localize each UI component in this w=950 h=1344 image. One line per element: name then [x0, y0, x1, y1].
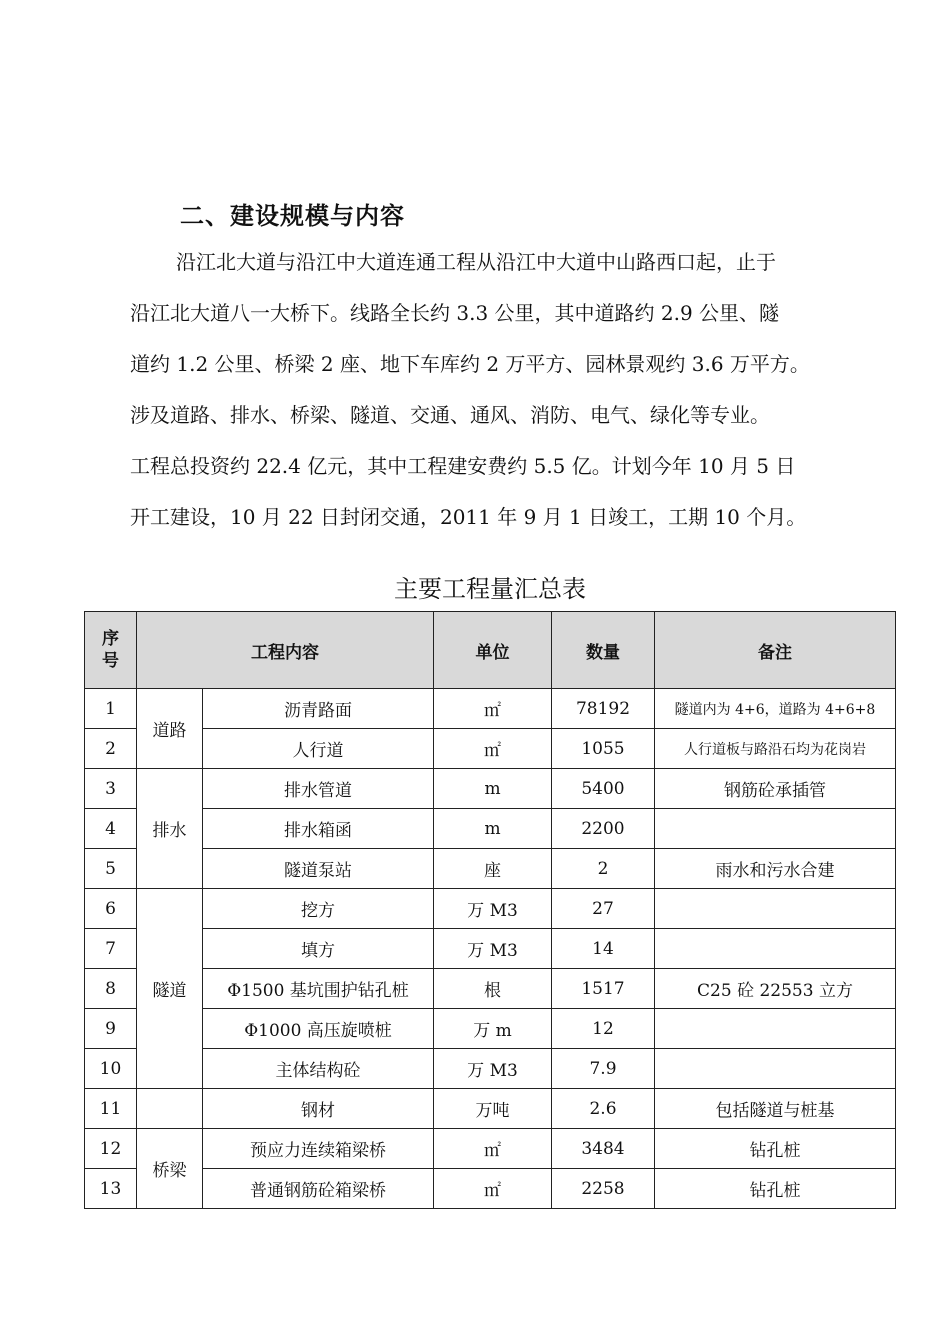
row-unit: 座: [434, 849, 552, 889]
table-row: [85, 769, 896, 809]
row-unit: 万 M3: [434, 1049, 552, 1089]
row-remark: 钻孔桩: [655, 1169, 896, 1209]
header-remark: 备注: [655, 612, 896, 689]
row-unit: m: [434, 769, 552, 809]
row-qty: 27: [552, 889, 655, 929]
row-qty: 3484: [552, 1129, 655, 1169]
row-no: 12: [85, 1129, 137, 1169]
header-content: 工程内容: [137, 612, 434, 689]
row-unit: 万 m: [434, 1009, 552, 1049]
header-seq-line2: 号: [102, 651, 119, 671]
row-no: 5: [85, 849, 137, 889]
table-row: [85, 1129, 896, 1169]
row-qty: 5400: [552, 769, 655, 809]
row-item: 沥青路面: [203, 689, 434, 729]
row-qty: 2.6: [552, 1089, 655, 1129]
row-remark: C25 砼 22553 立方: [655, 969, 896, 1009]
row-unit: 万吨: [434, 1089, 552, 1129]
row-item: Φ1500 基坑围护钻孔桩: [203, 969, 434, 1009]
row-unit: ㎡: [434, 1169, 552, 1209]
row-remark: [655, 1049, 896, 1089]
row-remark: 包括隧道与桩基: [655, 1089, 896, 1129]
row-item: 钢材: [203, 1089, 434, 1129]
row-item: Φ1000 高压旋喷桩: [203, 1009, 434, 1049]
row-item: 排水箱函: [203, 809, 434, 849]
group-road: 道路: [137, 689, 203, 769]
row-remark: 雨水和污水合建: [655, 849, 896, 889]
row-item: 隧道泵站: [203, 849, 434, 889]
table-row: [85, 809, 896, 849]
row-qty: 7.9: [552, 1049, 655, 1089]
row-qty: 1055: [552, 729, 655, 769]
row-no: 6: [85, 889, 137, 929]
row-qty: 78192: [552, 689, 655, 729]
row-remark: [655, 809, 896, 849]
table-row: [85, 1009, 896, 1049]
header-unit: 单位: [434, 612, 552, 689]
paragraph-line: 道约 1.2 公里、桥梁 2 座、地下车库约 2 万平方、园林景观约 3.6 万平方。: [130, 352, 810, 376]
row-remark: [655, 1009, 896, 1049]
row-no: 2: [85, 729, 137, 769]
row-no: 1: [85, 689, 137, 729]
row-no: 8: [85, 969, 137, 1009]
row-item: 填方: [203, 929, 434, 969]
paragraph-line: 涉及道路、排水、桥梁、隧道、交通、通风、消防、电气、绿化等专业。: [130, 403, 770, 427]
row-unit: 万 M3: [434, 929, 552, 969]
row-no: 10: [85, 1049, 137, 1089]
row-remark: 隧道内为 4+6，道路为 4+6+8: [655, 689, 896, 729]
row-item: 人行道: [203, 729, 434, 769]
table-title: 主要工程量汇总表: [394, 575, 586, 603]
row-unit: ㎡: [434, 729, 552, 769]
table-row: [85, 689, 896, 729]
header-seq: [85, 612, 137, 689]
table-row: [85, 929, 896, 969]
row-remark: [655, 929, 896, 969]
header-quantity: 数量: [552, 612, 655, 689]
table-row: [85, 729, 896, 769]
group-drainage: 排水: [137, 769, 203, 889]
table-row: [85, 1049, 896, 1089]
row-qty: 2258: [552, 1169, 655, 1209]
row-unit: m: [434, 809, 552, 849]
row-no: 13: [85, 1169, 137, 1209]
table-row: [85, 889, 896, 929]
group-empty: [137, 1089, 203, 1129]
table-row: [85, 1169, 896, 1209]
table-row: [85, 849, 896, 889]
paragraph-line: 工程总投资约 22.4 亿元，其中工程建安费约 5.5 亿。计划今年 10 月 5 日: [130, 454, 796, 478]
paragraph-line: 沿江北大道与沿江中大道连通工程从沿江中大道中山路西口起，止于: [176, 250, 776, 274]
intro-paragraph: [130, 237, 860, 543]
row-qty: 1517: [552, 969, 655, 1009]
paragraph-line: 沿江北大道八一大桥下。线路全长约 3.3 公里，其中道路约 2.9 公里、隧: [130, 301, 780, 325]
row-no: 11: [85, 1089, 137, 1129]
table-header-row: [85, 612, 896, 689]
row-qty: 12: [552, 1009, 655, 1049]
quantity-summary-table: [84, 611, 896, 1209]
row-no: 3: [85, 769, 137, 809]
table-row: [85, 1089, 896, 1129]
row-no: 4: [85, 809, 137, 849]
row-item: 主体结构砼: [203, 1049, 434, 1089]
row-unit: ㎡: [434, 1129, 552, 1169]
group-bridge: 桥梁: [137, 1129, 203, 1209]
row-unit: 根: [434, 969, 552, 1009]
paragraph-line: 开工建设，10 月 22 日封闭交通，2011 年 9 月 1 日竣工，工期 10 个月。: [130, 505, 807, 529]
row-no: 7: [85, 929, 137, 969]
table-row: [85, 969, 896, 1009]
group-tunnel: 隧道: [137, 889, 203, 1089]
row-qty: 14: [552, 929, 655, 969]
row-remark: 钻孔桩: [655, 1129, 896, 1169]
row-qty: 2200: [552, 809, 655, 849]
row-remark: [655, 889, 896, 929]
row-remark: 人行道板与路沿石均为花岗岩: [655, 729, 896, 769]
row-unit: ㎡: [434, 689, 552, 729]
row-remark: 钢筋砼承插管: [655, 769, 896, 809]
row-qty: 2: [552, 849, 655, 889]
row-unit: 万 M3: [434, 889, 552, 929]
row-item: 挖方: [203, 889, 434, 929]
row-item: 排水管道: [203, 769, 434, 809]
row-item: 普通钢筋砼箱梁桥: [203, 1169, 434, 1209]
row-no: 9: [85, 1009, 137, 1049]
row-item: 预应力连续箱梁桥: [203, 1129, 434, 1169]
header-seq-line1: 序: [102, 629, 119, 649]
section-heading: 二、建设规模与内容: [180, 202, 405, 230]
